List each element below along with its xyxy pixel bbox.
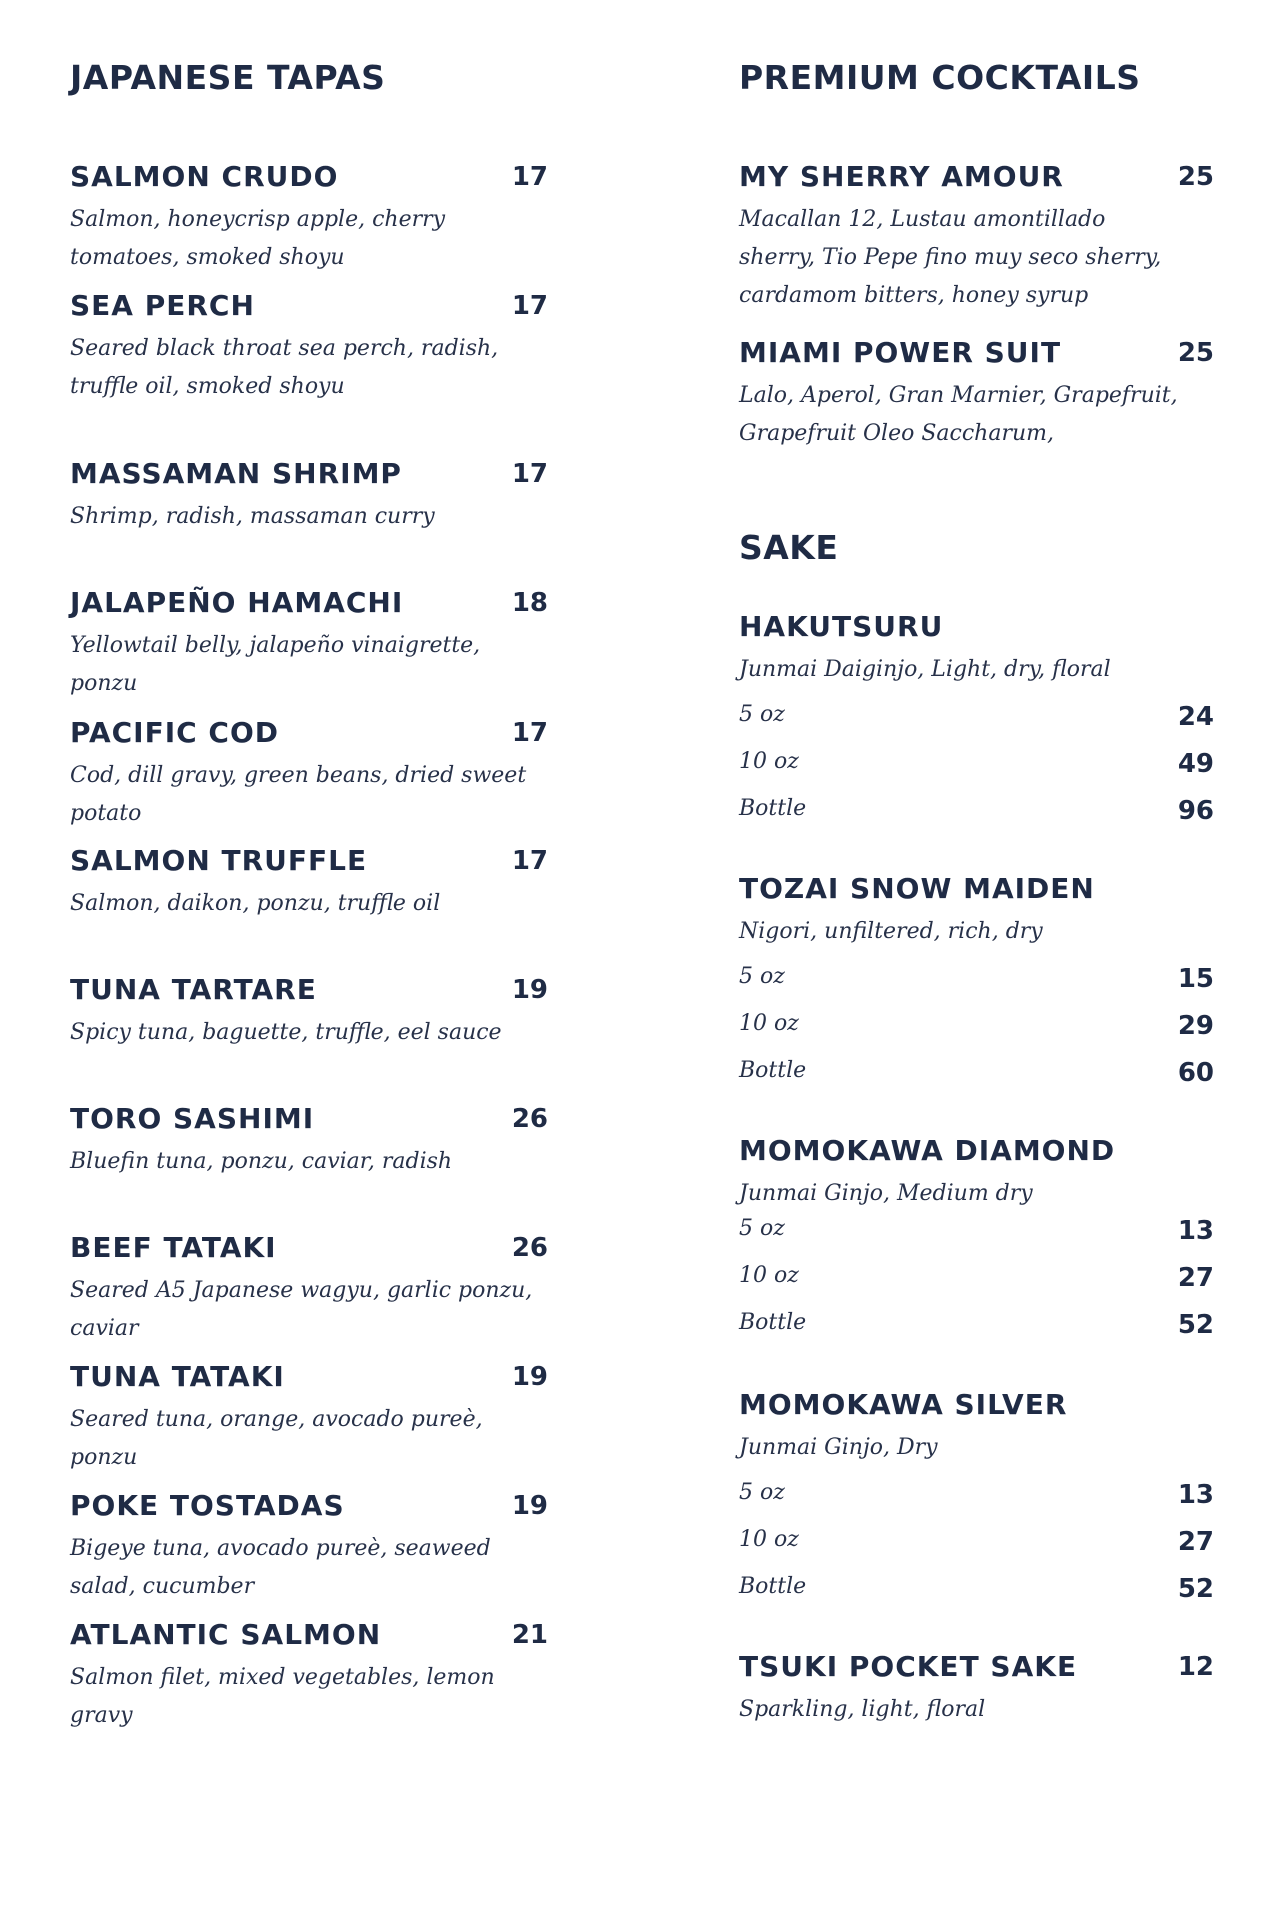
size-label: 10 oz (739, 1527, 799, 1552)
size-price: 13 (1177, 1480, 1214, 1510)
item-name: TSUKI POCKET SAKE (739, 1650, 1078, 1683)
item-name: PACIFIC COD (70, 716, 280, 749)
item-price: 19 (511, 1491, 548, 1521)
item-name: SALMON TRUFFLE (70, 844, 368, 877)
item-description: Junmai Ginjo, Dry (739, 1435, 938, 1460)
tapas-section-title: JAPANESE TAPAS (70, 58, 386, 97)
item-description: Cod, dill gravy, green beans, dried sweet potato (70, 763, 527, 826)
size-price: 27 (1177, 1263, 1214, 1293)
cocktails-section-title: PREMIUM COCKTAILS (739, 58, 1141, 97)
size-price: 60 (1177, 1058, 1214, 1088)
size-label: Bottle (739, 1058, 807, 1083)
size-price: 27 (1177, 1527, 1214, 1557)
item-price: 18 (511, 588, 548, 618)
item-price: 21 (511, 1620, 548, 1650)
item-name: BEEF TATAKI (70, 1231, 277, 1264)
item-name: SEA PERCH (70, 289, 255, 322)
item-name: MOMOKAWA SILVER (739, 1388, 1068, 1421)
item-name: TUNA TARTARE (70, 973, 317, 1006)
item-description: Nigori, unfiltered, rich, dry (739, 919, 1043, 944)
item-description: Bluefin tuna, ponzu, caviar, radish (70, 1149, 453, 1174)
size-label: 10 oz (739, 749, 799, 774)
item-name: MIAMI POWER SUIT (739, 336, 1062, 369)
size-price: 49 (1177, 749, 1214, 779)
item-description: Bigeye tuna, avocado pureè, seaweed salad, cucumber (70, 1536, 491, 1599)
item-name: POKE TOSTADAS (70, 1489, 345, 1522)
item-description: Salmon, daikon, ponzu, truffle oil (70, 891, 441, 916)
item-name: MY SHERRY AMOUR (739, 160, 1064, 193)
size-label: 10 oz (739, 1011, 799, 1036)
size-label: 5 oz (739, 1480, 785, 1505)
sake-section-title: SAKE (739, 528, 839, 567)
size-label: 5 oz (739, 1216, 785, 1241)
item-price: 25 (1177, 338, 1214, 368)
item-description: Macallan 12, Lustau amontillado sherry, Tio Pepe fino muy seco sherry, cardamom bitters, honey syrup (739, 207, 1162, 308)
item-price: 17 (511, 291, 548, 321)
size-price: 52 (1177, 1574, 1214, 1604)
tapas-column (70, 0, 548, 1920)
item-name: MOMOKAWA DIAMOND (739, 1134, 1116, 1167)
item-price: 26 (511, 1104, 548, 1134)
size-price: 52 (1177, 1310, 1214, 1340)
item-description: Lalo, Aperol, Gran Marnier, Grapefruit, Grapefruit Oleo Saccharum, (739, 383, 1178, 446)
item-price: 19 (511, 1362, 548, 1392)
item-description: Spicy tuna, baguette, truffle, eel sauce (70, 1020, 502, 1045)
item-name: TUNA TATAKI (70, 1360, 285, 1393)
item-description: Junmai Daiginjo, Light, dry, floral (739, 657, 1111, 682)
item-price: 26 (511, 1233, 548, 1263)
size-label: Bottle (739, 1574, 807, 1599)
item-description: Shrimp, radish, massaman curry (70, 504, 435, 529)
item-description: Seared tuna, orange, avocado pureè, ponzu (70, 1407, 483, 1470)
item-description: Yellowtail belly, jalapeño vinaigrette, ponzu (70, 633, 481, 696)
drinks-column (739, 0, 1214, 1920)
item-price: 17 (511, 718, 548, 748)
item-price: 25 (1177, 162, 1214, 192)
item-description: Seared black throat sea perch, radish, truffle oil, smoked shoyu (70, 336, 499, 399)
item-description: Salmon, honeycrisp apple, cherry tomatoes, smoked shoyu (70, 207, 446, 270)
item-price: 17 (511, 162, 548, 192)
item-description: Salmon filet, mixed vegetables, lemon gravy (70, 1665, 495, 1728)
size-price: 13 (1177, 1216, 1214, 1246)
item-name: SALMON CRUDO (70, 160, 339, 193)
item-name: MASSAMAN SHRIMP (70, 457, 402, 490)
size-price: 24 (1177, 702, 1214, 732)
item-price: 17 (511, 459, 548, 489)
size-label: 5 oz (739, 964, 785, 989)
item-name: HAKUTSURU (739, 610, 944, 643)
item-price: 19 (511, 975, 548, 1005)
size-price: 96 (1177, 796, 1214, 826)
item-name: ATLANTIC SALMON (70, 1618, 382, 1651)
item-price: 12 (1177, 1652, 1214, 1682)
item-description: Seared A5 Japanese wagyu, garlic ponzu, caviar (70, 1278, 533, 1341)
size-price: 15 (1177, 964, 1214, 994)
size-label: Bottle (739, 796, 807, 821)
size-price: 29 (1177, 1011, 1214, 1041)
item-description: Junmai Ginjo, Medium dry (739, 1181, 1033, 1206)
size-label: 10 oz (739, 1263, 799, 1288)
item-name: TOZAI SNOW MAIDEN (739, 872, 1095, 905)
item-name: JALAPEÑO HAMACHI (70, 586, 404, 619)
item-name: TORO SASHIMI (70, 1102, 315, 1135)
size-label: Bottle (739, 1310, 807, 1335)
item-price: 17 (511, 846, 548, 876)
size-label: 5 oz (739, 702, 785, 727)
item-description: Sparkling, light, floral (739, 1697, 986, 1722)
